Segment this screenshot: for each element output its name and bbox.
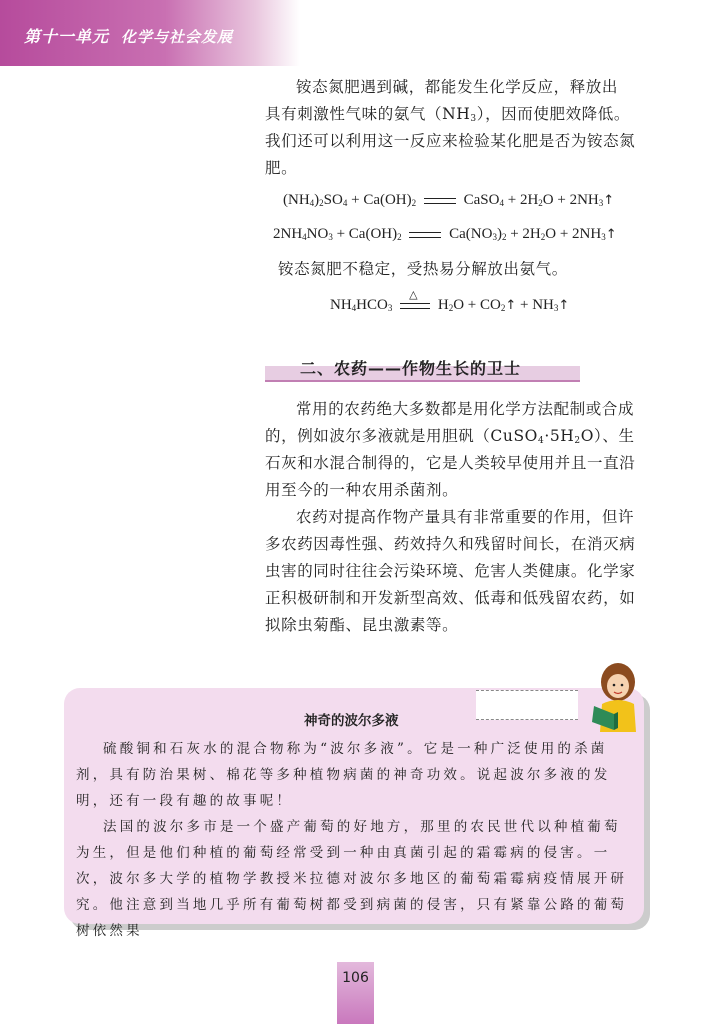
dashed-label-box bbox=[476, 690, 578, 720]
intro-line-2 bbox=[265, 101, 650, 128]
equation-2: $2NH_4NO_3 + Ca(OH)_2$ $Ca(NO_3)_2 + 2H_2O$ + $2NH_3↑$ bbox=[273, 226, 617, 242]
intro-paragraph-1 bbox=[265, 74, 650, 182]
intro-line-4: 肥。 bbox=[265, 159, 298, 177]
gas-up-arrow-icon: ↑ bbox=[505, 298, 517, 313]
equals-sign bbox=[409, 232, 441, 238]
intro-line-3: 我们还可以利用这一反应来检验某化肥是否为铵态氮 bbox=[265, 132, 636, 150]
unit-header-banner bbox=[0, 0, 300, 66]
section-line-2: 的，例如波尔多液就是用胆矾$(CuSO_4\cdot 5H_2O)$、生 bbox=[265, 427, 635, 446]
girl-reading-book-icon bbox=[588, 660, 648, 732]
reading-box-title: 神奇的波尔多液 bbox=[304, 713, 399, 729]
equation-3: $NH_4HCO_3$ △ $H_2O$ + $CO_2↑$ + $NH_3↑$ bbox=[330, 287, 570, 313]
intro-line-2b: ），因而使肥效降低。 bbox=[476, 105, 630, 123]
intro-line-2a: 具有刺激性气味的氨气（NH bbox=[265, 105, 471, 123]
unit-label: 第十一单元 bbox=[24, 27, 110, 46]
equals-sign bbox=[424, 198, 456, 204]
section-line-4: 用至今的一种农用杀菌剂。 bbox=[265, 481, 459, 499]
page-number: 106 bbox=[342, 970, 369, 986]
section-line-3: 石灰和水混合制得的，它是人类较早使用并且一直沿 bbox=[265, 454, 636, 472]
intro-line-2-sub: 3 bbox=[470, 114, 477, 124]
section-line-1: 常用的农药绝大多数都是用化学方法配制或合成 bbox=[296, 400, 635, 418]
reading-box-paragraph-2: 法国的波尔多市是一个盛产葡萄的好地方，那里的农民世代以种植葡萄为生，但是他们种植的葡萄经常受到一种由真菌引起的霜霉病的侵害。一次，波尔多大学的植物学教授米拉德对波尔多地区的葡萄霜霉病疫情展开研究。他注意到当地几乎所有葡萄树都受到病菌的侵害，只有紧靠公路的葡萄树依然果 bbox=[76, 819, 628, 939]
gas-up-arrow-icon: ↑ bbox=[558, 298, 570, 313]
unit-topic: 化学与社会发展 bbox=[121, 28, 234, 46]
unit-header-text bbox=[24, 24, 233, 47]
intro-line-1: 铵态氮肥遇到碱，都能发生化学反应，释放出 bbox=[296, 78, 619, 96]
gas-up-arrow-icon: ↑ bbox=[605, 227, 617, 242]
intro-paragraph-2: 铵态氮肥不稳定，受热易分解放出氨气。 bbox=[278, 260, 568, 278]
heat-equals-sign bbox=[400, 287, 430, 309]
gas-up-arrow-icon: ↑ bbox=[603, 193, 615, 208]
equation-1: $(NH_4)_2SO_4 + Ca(OH)_2$ CaSO$_4$ + $2H_2O$ + $2NH_3↑$ bbox=[283, 192, 615, 208]
section-title: 二、农药——作物生长的卫士 bbox=[300, 359, 522, 378]
section-paragraph-1 bbox=[265, 396, 650, 504]
reading-box-paragraph-1: 硫酸铜和石灰水的混合物称为“波尔多液”。它是一种广泛使用的杀菌剂，具有防治果树、棉花等多种植物病菌的神奇功效。说起波尔多液的发明，还有一段有趣的故事呢！ bbox=[76, 741, 611, 809]
section-paragraph-2: 农药对提高作物产量具有非常重要的作用，但许多农药因毒性强、药效持久和残留时间长，在消灭病虫害的同时往往会污染环境、危害人类健康。化学家正积极研制和开发新型高效、低毒和低残留农药，如拟除虫菊酯、昆虫激素等。 bbox=[265, 508, 636, 634]
heat-triangle-icon: △ bbox=[409, 287, 418, 301]
